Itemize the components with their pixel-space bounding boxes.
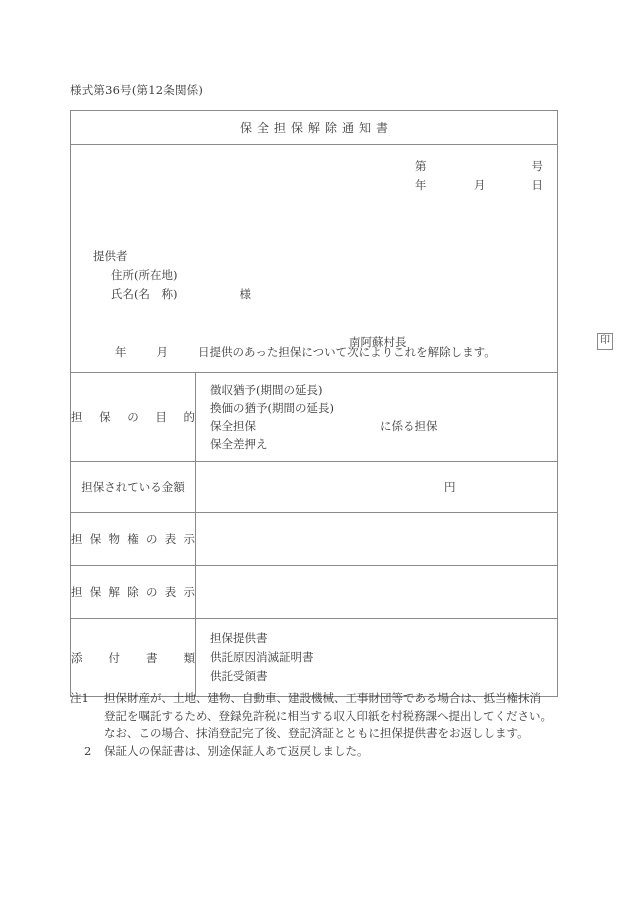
security-right-label: 担保物権の表示 — [71, 532, 195, 546]
issuer-name: 南阿蘇村長 — [349, 334, 407, 349]
purpose-option-label: 徴収猶予(期間の延長) — [210, 383, 323, 397]
purpose-options-list — [196, 373, 557, 461]
statement-year-label: 年 — [115, 345, 127, 359]
provider-address-label: 住所(所在地) — [111, 268, 178, 282]
seal-stamp-icon: 印 — [597, 333, 613, 350]
footnotes — [70, 690, 570, 760]
provider-name-label: 氏名(名 称) — [111, 287, 178, 301]
form-number: 様式第36号(第12条関係) — [70, 83, 204, 97]
attachment-item: 供託原因消滅証明書 — [210, 650, 314, 664]
provider-address-row — [93, 266, 251, 285]
purpose-option — [210, 399, 557, 417]
notice-body-cell — [71, 145, 610, 373]
security-right-value-cell — [196, 513, 558, 566]
footnote-item — [70, 690, 570, 743]
attachment-item: 担保提供書 — [210, 631, 268, 645]
amount-row — [71, 462, 558, 513]
document-number-block — [415, 157, 543, 195]
attachments-label: 添付書類 — [71, 650, 195, 665]
release-display-value-cell — [196, 566, 558, 619]
provider-honorific: 様 — [239, 287, 251, 301]
provider-name-row — [93, 285, 251, 304]
date-year-label: 年 — [415, 178, 427, 192]
footnote-line: 担保財産が、土地、建物、自動車、建設機械、工事財団等である場合は、抵当権抹消 — [104, 691, 541, 705]
number-blank — [459, 157, 501, 176]
purpose-option-label: 保全差押え — [210, 437, 268, 451]
number-prefix: 第 — [415, 159, 427, 173]
attachments-row — [71, 619, 558, 697]
purpose-label: 担保の目的 — [71, 410, 195, 424]
attachment-item: 供託受領書 — [210, 669, 268, 683]
footnote-marker: 注1 — [70, 691, 89, 705]
form-title: 保全担保解除通知書 — [240, 121, 394, 135]
release-display-label: 担保解除の表示 — [71, 585, 195, 599]
purpose-option-label: 換価の猶予(期間の延長) — [210, 401, 334, 415]
provider-heading: 提供者 — [93, 249, 128, 263]
purpose-option — [210, 381, 557, 399]
number-suffix: 号 — [531, 159, 543, 173]
footnote-body — [104, 690, 570, 743]
purpose-option — [210, 417, 557, 435]
attachments-value-cell — [196, 619, 558, 697]
amount-label: 担保されている金額 — [81, 480, 185, 494]
footnote-line: 保証人の保証書は、別途保証人あて返戻しました。 — [104, 743, 369, 758]
release-display-label-cell — [71, 566, 196, 619]
footnote-line: 登記を嘱託するため、登録免許税に相当する収入印紙を村税務課へ提出してください。 — [104, 708, 553, 723]
purpose-row — [71, 373, 558, 462]
release-display-row — [71, 566, 558, 619]
footnote-item — [70, 743, 570, 761]
purpose-label-cell — [71, 373, 196, 462]
notice-form-table — [70, 110, 610, 697]
attachments-list — [196, 622, 557, 693]
footnote-line: なお、この場合、抹消登記完了後、登記済証とともに担保提供書をお返しします。 — [104, 726, 529, 740]
purpose-option — [210, 435, 557, 453]
purpose-trailing-note: に係る担保 — [380, 419, 438, 433]
title-row — [71, 111, 558, 145]
security-right-label-cell — [71, 513, 196, 566]
document-number-line — [415, 157, 543, 176]
date-day-label: 日 — [531, 178, 543, 192]
footnote-body — [104, 743, 570, 761]
security-right-row — [71, 513, 558, 566]
purpose-value-cell — [196, 373, 558, 462]
amount-value-cell — [196, 462, 558, 513]
provider-block — [93, 247, 251, 304]
release-statement — [115, 344, 496, 360]
amount-label-cell — [71, 462, 196, 513]
document-date-line — [415, 176, 543, 195]
statement-month-label: 月 — [156, 345, 168, 359]
amount-unit: 円 — [444, 480, 456, 494]
attachments-label-cell — [71, 619, 196, 697]
footnote-marker: 2 — [84, 743, 92, 758]
notice-body-row — [71, 145, 558, 373]
purpose-option-label: 保全担保 — [210, 419, 256, 433]
form-title-cell — [71, 111, 558, 145]
statement-text: 日提供のあった担保について次によりこれを解除します。 — [198, 345, 496, 359]
date-month-label: 月 — [473, 178, 486, 192]
